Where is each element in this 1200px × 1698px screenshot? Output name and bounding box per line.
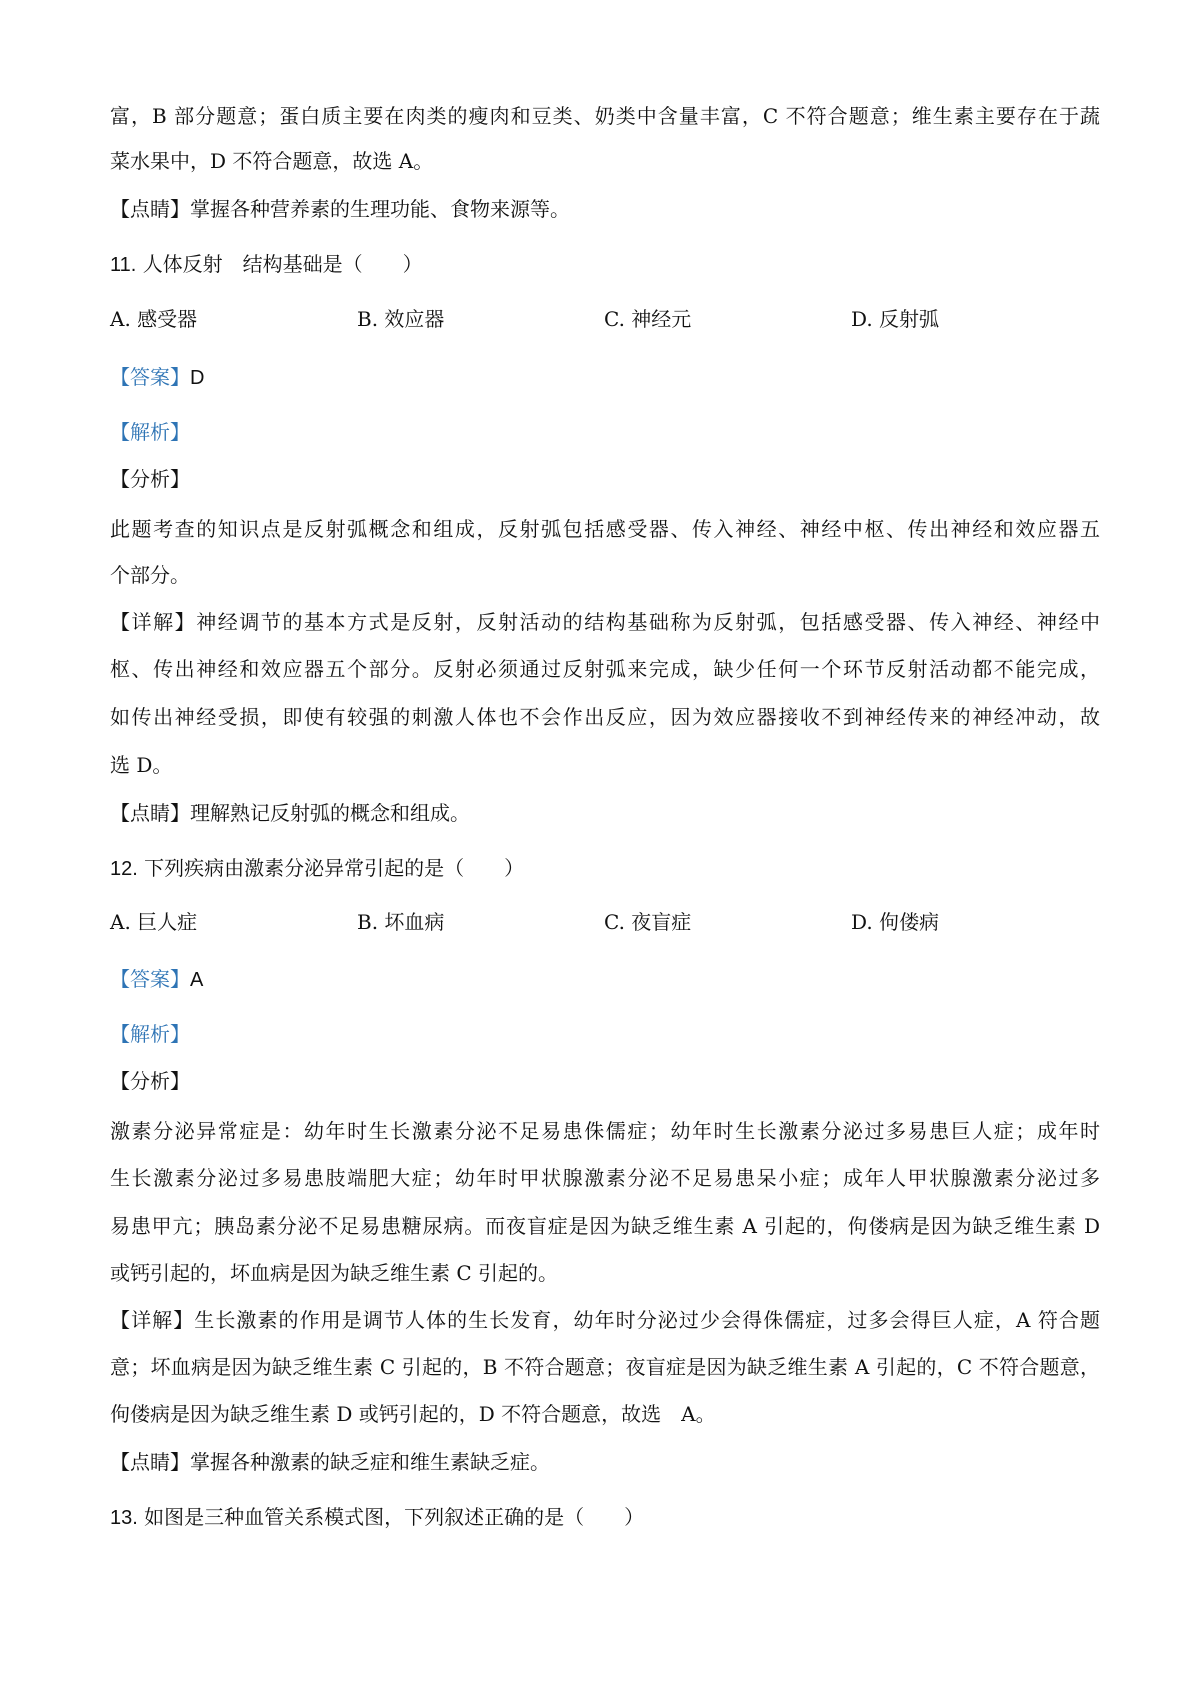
question-12-fenxi-line-4: 或钙引起的，坏血病是因为缺乏维生素 C 引起的。 xyxy=(110,1261,559,1285)
question-11-answer xyxy=(110,363,1100,392)
question-11-fenxi-line-2: 个部分。 xyxy=(110,563,190,587)
question-13-stem-row xyxy=(110,1503,1100,1532)
question-11-number: 11. xyxy=(110,254,137,276)
question-12-stem: 下列疾病由激素分泌异常引起的是（ ） xyxy=(144,856,525,880)
question-11-stem-row xyxy=(110,250,1100,279)
question-13-number: 13. xyxy=(110,1507,138,1529)
question-11-fenxi-line-1: 此题考查的知识点是反射弧概念和组成，反射弧包括感受器、传入神经、神经中枢、传出神经和效应器五 xyxy=(110,517,1100,541)
question-12-comment: 【点睛】掌握各种激素的缺乏症和维生素缺乏症。 xyxy=(110,1450,550,1474)
question-11-option-d: D. 反射弧 xyxy=(851,307,940,331)
question-12-fenxi-line-2: 生长激素分泌过多易患肢端肥大症；幼年时甲状腺激素分泌不足易患呆小症；成年人甲状腺激素分泌过多 xyxy=(110,1166,1100,1190)
question-11-option-b: B. 效应器 xyxy=(357,307,445,331)
answer-label: 【答案】 xyxy=(110,365,190,389)
question-12-detail-line-2: 意；坏血病是因为缺乏维生素 C 引起的，B 不符合题意；夜盲症是因为缺乏维生素 A 引起的，C 不符合题意， xyxy=(110,1355,1100,1379)
question-11-detail-line-3: 如传出神经受损，即使有较强的刺激人体也不会作出反应，因为效应器接收不到神经传来的神经冲动，故 xyxy=(110,705,1100,729)
prev-explanation-line-1: 富，B 部分题意；蛋白质主要在肉类的瘦肉和豆类、奶类中含量丰富，C 不符合题意；维生素主要存在于蔬 xyxy=(110,104,1100,128)
question-11-comment: 【点睛】理解熟记反射弧的概念和组成。 xyxy=(110,801,470,825)
question-12-stem-row xyxy=(110,854,1100,883)
question-12-answer xyxy=(110,965,1100,994)
answer-value: A xyxy=(190,969,204,991)
question-12-option-d: D. 佝偻病 xyxy=(851,910,940,934)
question-11-fenxi-label: 【分析】 xyxy=(110,467,190,491)
question-12-option-b: B. 坏血病 xyxy=(357,910,445,934)
question-11-stem: 人体反射 结构基础是（ ） xyxy=(142,252,423,276)
prev-explanation-line-2: 菜水果中，D 不符合题意，故选 A。 xyxy=(110,149,434,173)
question-12-option-c: C. 夜盲症 xyxy=(604,910,692,934)
question-12-jiexi-label: 【解析】 xyxy=(110,1022,190,1046)
prev-comment: 【点睛】掌握各种营养素的生理功能、食物来源等。 xyxy=(110,197,570,221)
answer-value: D xyxy=(190,367,205,389)
question-12-fenxi-line-1: 激素分泌异常症是：幼年时生长激素分泌不足易患侏儒症；幼年时生长激素分泌过多易患巨人症；成年时 xyxy=(110,1119,1100,1143)
answer-label: 【答案】 xyxy=(110,967,190,991)
question-12-option-a: A. 巨人症 xyxy=(110,910,198,934)
question-12-detail-line-1: 【详解】生长激素的作用是调节人体的生长发育，幼年时分泌过少会得侏儒症，过多会得巨人症，A 符合题 xyxy=(110,1308,1100,1332)
question-12-number: 12. xyxy=(110,858,138,880)
question-12-fenxi-line-3: 易患甲亢；胰岛素分泌不足易患糖尿病。而夜盲症是因为缺乏维生素 A 引起的，佝偻病是因为缺乏维生素 D xyxy=(110,1214,1100,1238)
question-11-option-a: A. 感受器 xyxy=(110,307,198,331)
question-12-fenxi-label: 【分析】 xyxy=(110,1069,190,1093)
question-11-jiexi-label: 【解析】 xyxy=(110,420,190,444)
question-12-detail-line-3: 佝偻病是因为缺乏维生素 D 或钙引起的，D 不符合题意，故选 A。 xyxy=(110,1402,716,1426)
question-11-detail-line-1: 【详解】神经调节的基本方式是反射，反射活动的结构基础称为反射弧，包括感受器、传入神经、神经中 xyxy=(110,610,1100,634)
question-11-detail-line-4: 选 D。 xyxy=(110,753,173,777)
question-11-option-c: C. 神经元 xyxy=(604,307,692,331)
question-11-detail-line-2: 枢、传出神经和效应器五个部分。反射必须通过反射弧来完成，缺少任何一个环节反射活动都不能完成， xyxy=(110,657,1100,681)
question-13-stem: 如图是三种血管关系模式图，下列叙述正确的是（ ） xyxy=(144,1505,645,1529)
